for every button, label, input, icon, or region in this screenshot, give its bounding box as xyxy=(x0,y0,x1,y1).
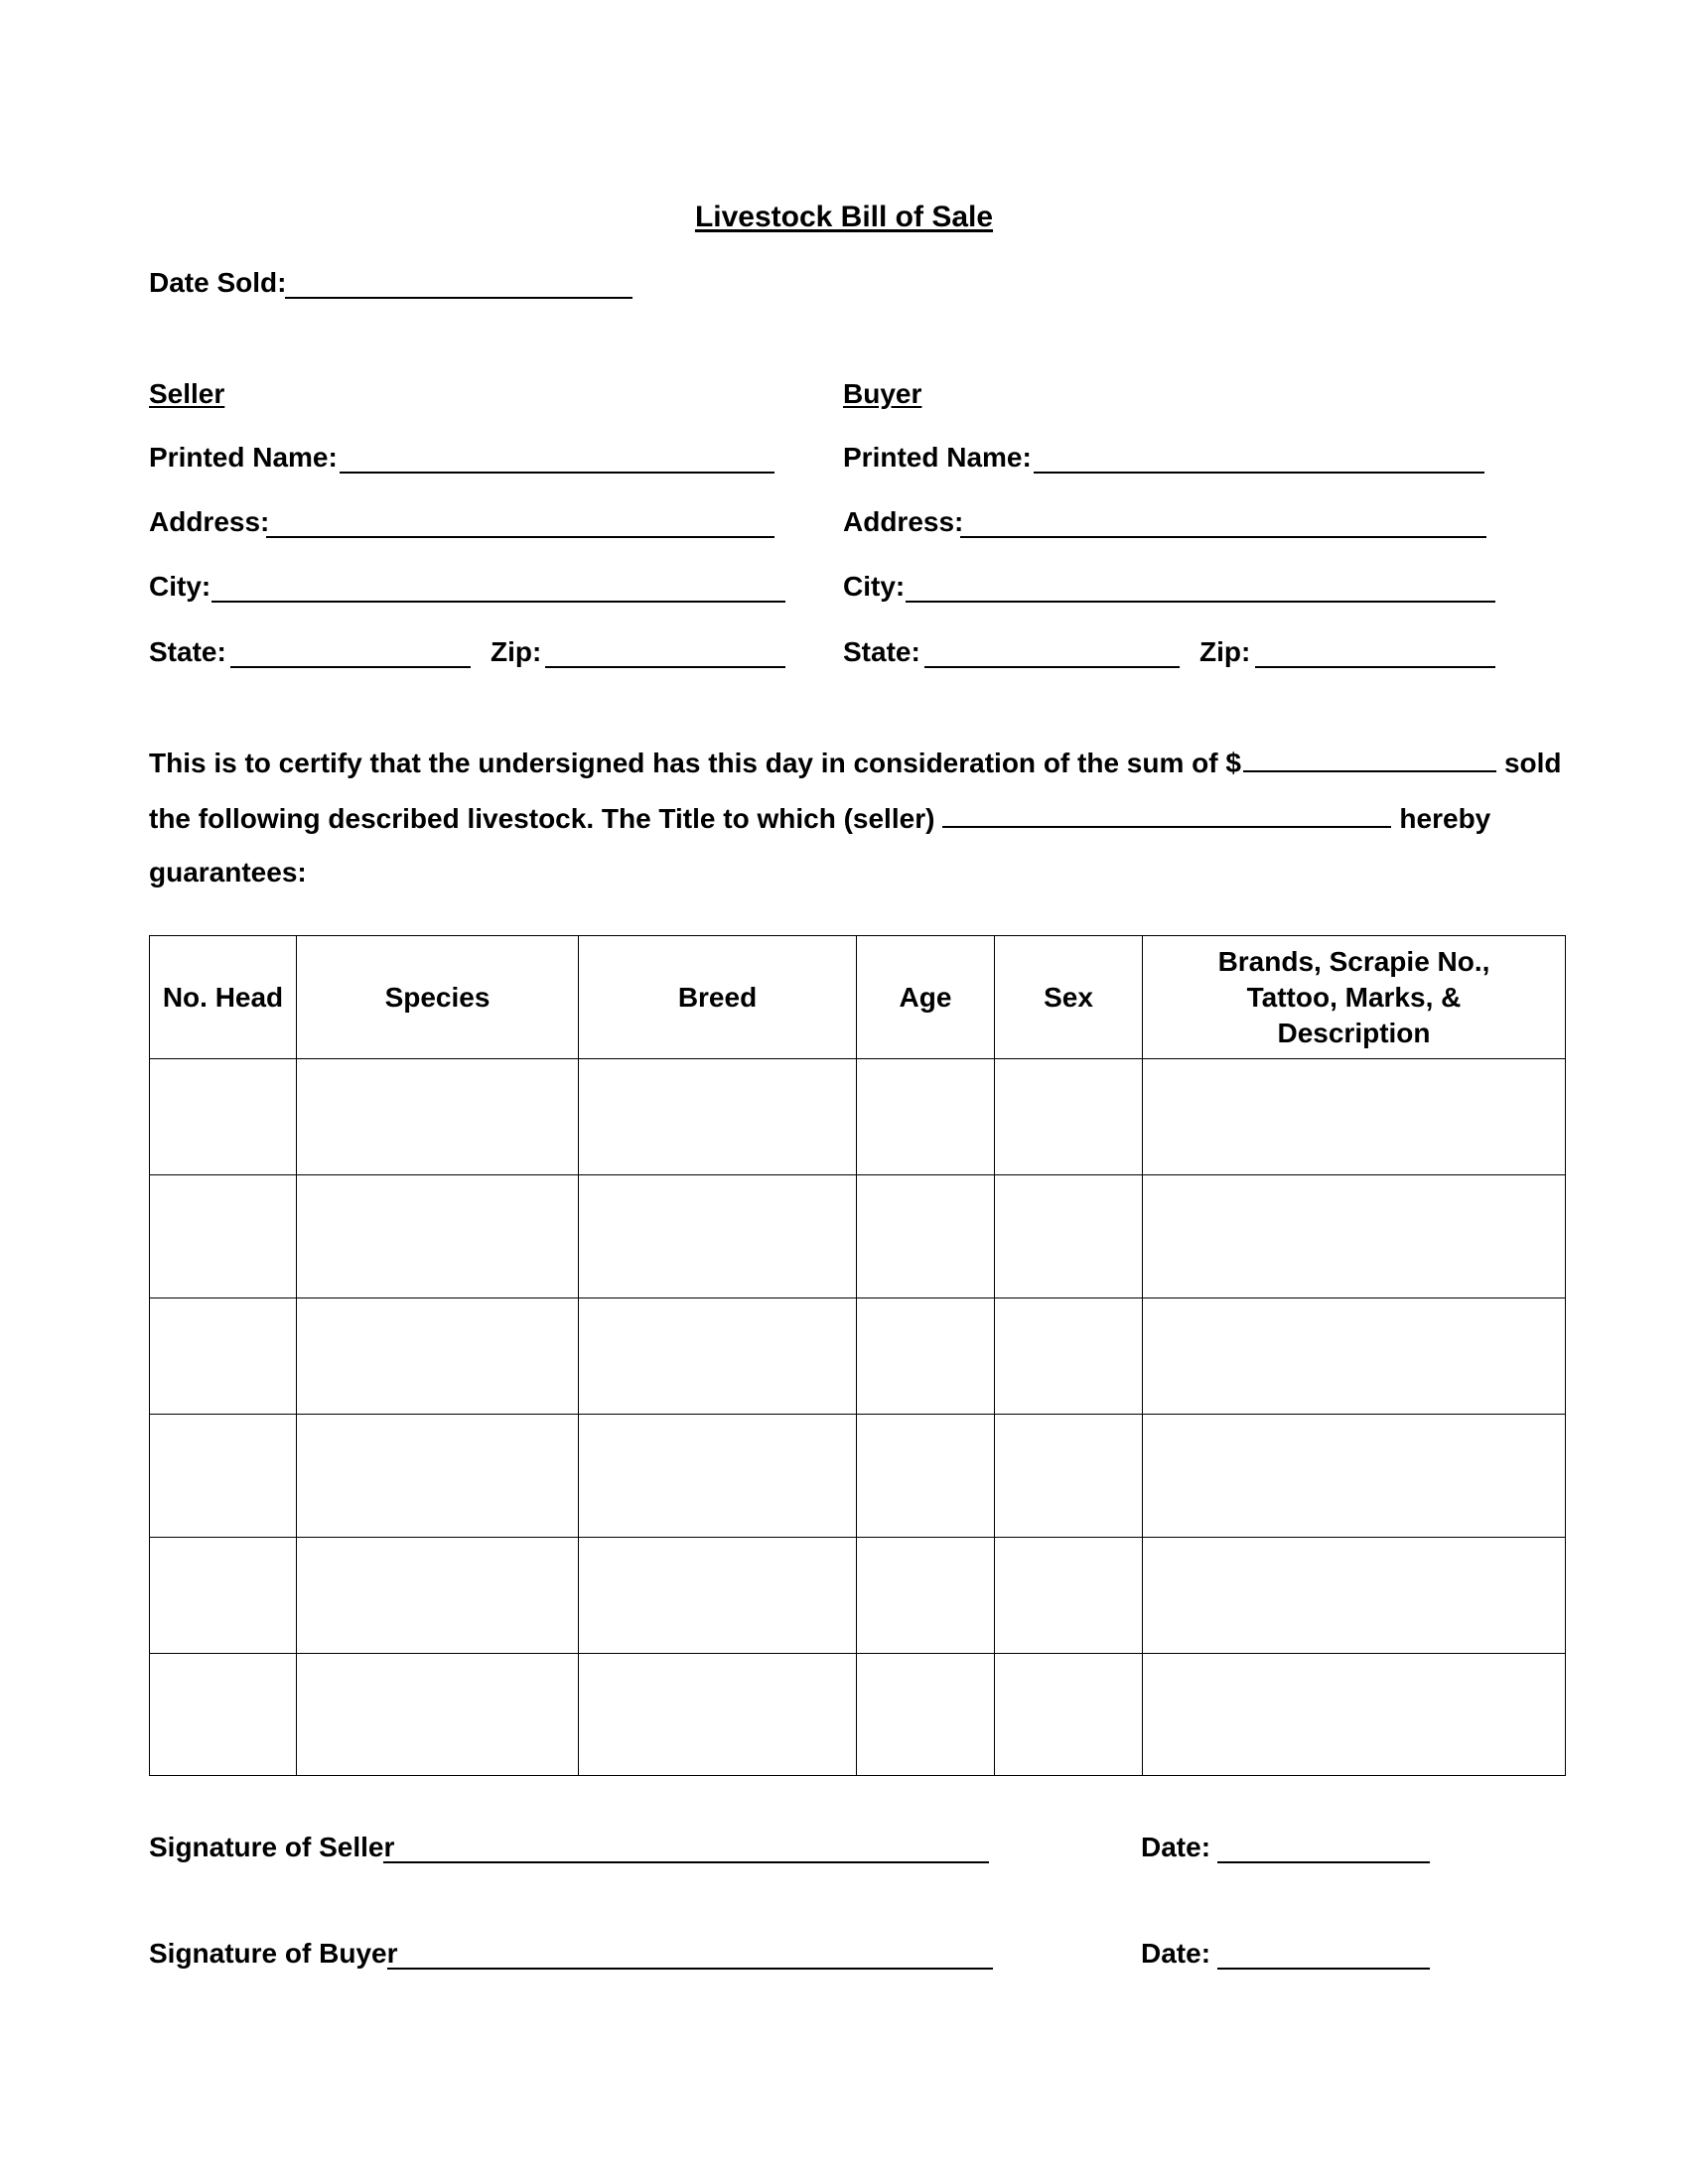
table-cell[interactable] xyxy=(297,1175,579,1298)
seller-signature-label: Signature of Seller xyxy=(149,1832,395,1862)
buyer-date-label: Date: xyxy=(1141,1938,1211,1969)
table-cell[interactable] xyxy=(857,1538,995,1654)
table-cell[interactable] xyxy=(579,1415,857,1538)
page-title: Livestock Bill of Sale xyxy=(694,201,994,233)
buyer-signature-label: Signature of Buyer xyxy=(149,1938,398,1969)
buyer-signature-field[interactable] xyxy=(387,1968,993,1970)
column-header-no-head: No. Head xyxy=(150,936,297,1059)
buyer-heading: Buyer xyxy=(843,378,922,409)
certification-line-1-end: sold xyxy=(1503,748,1562,778)
certification-line-3: guarantees: xyxy=(149,857,307,887)
table-cell[interactable] xyxy=(297,1415,579,1538)
buyer-date-field[interactable] xyxy=(1217,1968,1430,1970)
column-header-description: Brands, Scrapie No., Tattoo, Marks, & Description xyxy=(1143,936,1566,1059)
table-row xyxy=(150,1415,1566,1538)
buyer-address-label: Address: xyxy=(843,506,964,537)
table-cell[interactable] xyxy=(995,1175,1143,1298)
table-cell[interactable] xyxy=(995,1415,1143,1538)
buyer-zip-label: Zip: xyxy=(1199,636,1251,667)
date-sold-field[interactable] xyxy=(285,297,633,299)
seller-printed-name-label: Printed Name: xyxy=(149,442,338,473)
certification-line-2 xyxy=(149,800,1490,836)
table-cell[interactable] xyxy=(150,1538,297,1654)
buyer-printed-name-label: Printed Name: xyxy=(843,442,1032,473)
table-row xyxy=(150,1298,1566,1415)
seller-signature-field[interactable] xyxy=(383,1861,989,1863)
table-cell[interactable] xyxy=(995,1059,1143,1175)
seller-heading: Seller xyxy=(149,378,225,409)
column-header-sex: Sex xyxy=(995,936,1143,1059)
buyer-state-label: State: xyxy=(843,636,920,667)
column-header-species: Species xyxy=(297,936,579,1059)
table-cell[interactable] xyxy=(297,1538,579,1654)
seller-city-label: City: xyxy=(149,571,211,602)
seller-state-field[interactable] xyxy=(230,666,471,668)
certification-line-2-text: the following described livestock. The Title to which (seller) xyxy=(149,803,935,834)
seller-date-field[interactable] xyxy=(1217,1861,1430,1863)
table-row xyxy=(150,1175,1566,1298)
table-cell[interactable] xyxy=(857,1298,995,1415)
table-cell[interactable] xyxy=(150,1415,297,1538)
buyer-state-field[interactable] xyxy=(924,666,1180,668)
buyer-city-field[interactable] xyxy=(906,601,1495,603)
table-cell[interactable] xyxy=(150,1175,297,1298)
sale-amount-field[interactable] xyxy=(1243,745,1496,772)
table-cell[interactable] xyxy=(150,1298,297,1415)
table-cell[interactable] xyxy=(579,1538,857,1654)
seller-zip-label: Zip: xyxy=(491,636,542,667)
buyer-address-field[interactable] xyxy=(960,536,1486,538)
table-cell[interactable] xyxy=(857,1175,995,1298)
buyer-printed-name-field[interactable] xyxy=(1034,472,1484,474)
table-row xyxy=(150,1654,1566,1776)
table-cell[interactable] xyxy=(297,1298,579,1415)
certification-line-1-text: This is to certify that the undersigned has this day in consideration of the sum of $ xyxy=(149,748,1241,778)
table-cell[interactable] xyxy=(1143,1059,1566,1175)
table-cell[interactable] xyxy=(857,1654,995,1776)
seller-title-name-field[interactable] xyxy=(942,800,1391,828)
table-cell[interactable] xyxy=(579,1654,857,1776)
certification-line-1 xyxy=(149,745,1562,780)
table-cell[interactable] xyxy=(1143,1538,1566,1654)
table-cell[interactable] xyxy=(579,1298,857,1415)
table-cell[interactable] xyxy=(857,1059,995,1175)
table-cell[interactable] xyxy=(297,1654,579,1776)
seller-address-label: Address: xyxy=(149,506,270,537)
table-cell[interactable] xyxy=(1143,1654,1566,1776)
table-cell[interactable] xyxy=(297,1059,579,1175)
buyer-zip-field[interactable] xyxy=(1255,666,1495,668)
livestock-table xyxy=(149,935,1566,1776)
table-cell[interactable] xyxy=(1143,1175,1566,1298)
table-cell[interactable] xyxy=(579,1059,857,1175)
seller-printed-name-field[interactable] xyxy=(340,472,774,474)
seller-date-label: Date: xyxy=(1141,1832,1211,1862)
seller-zip-field[interactable] xyxy=(545,666,785,668)
table-cell[interactable] xyxy=(579,1175,857,1298)
table-cell[interactable] xyxy=(857,1415,995,1538)
column-header-breed: Breed xyxy=(579,936,857,1059)
date-sold-label: Date Sold: xyxy=(149,267,287,298)
seller-state-label: State: xyxy=(149,636,226,667)
table-cell[interactable] xyxy=(1143,1298,1566,1415)
table-row xyxy=(150,1059,1566,1175)
table-cell[interactable] xyxy=(995,1298,1143,1415)
table-cell[interactable] xyxy=(1143,1415,1566,1538)
seller-city-field[interactable] xyxy=(211,601,785,603)
table-row xyxy=(150,1538,1566,1654)
table-cell[interactable] xyxy=(995,1538,1143,1654)
table-cell[interactable] xyxy=(150,1059,297,1175)
certification-line-2-end: hereby xyxy=(1399,803,1491,834)
buyer-city-label: City: xyxy=(843,571,906,602)
column-header-age: Age xyxy=(857,936,995,1059)
seller-address-field[interactable] xyxy=(266,536,774,538)
table-header-row xyxy=(150,936,1566,1059)
table-cell[interactable] xyxy=(995,1654,1143,1776)
table-cell[interactable] xyxy=(150,1654,297,1776)
